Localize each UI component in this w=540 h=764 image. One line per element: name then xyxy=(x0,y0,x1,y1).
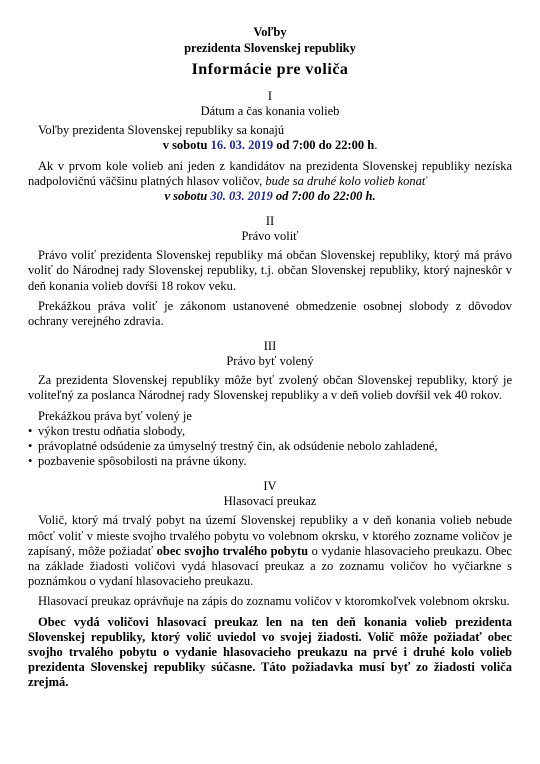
section-3-title: Právo byť volený xyxy=(226,354,314,369)
bullet-icon: • xyxy=(28,454,33,469)
section-4-number: IV xyxy=(263,479,277,494)
second-round-prefix: v sobotu xyxy=(164,189,211,204)
section-1-title: Dátum a čas konania volieb xyxy=(200,104,340,119)
section-1-para-2-text: Ak v prvom kole volieb ani jeden z kandidátov na prezidenta Slovenskej republiky nezíska nadpolovičnú väčšinu platných hlasov voličov, xyxy=(28,158,512,188)
section-1 xyxy=(28,89,512,204)
doc-title-line1: Voľby xyxy=(253,25,287,39)
list-item-text: pozbavenie spôsobilosti na právne úkony. xyxy=(38,454,247,469)
list-item-text: právoplatné odsúdenie za úmyselný trestný čin, ak odsúdenie nebolo zahladené, xyxy=(38,439,438,454)
list-item xyxy=(28,439,512,454)
doc-title-line2: prezidenta Slovenskej republiky xyxy=(184,41,356,55)
section-3 xyxy=(28,339,512,469)
section-1-para-2 xyxy=(28,159,512,189)
first-round-time: od 7:00 do 22:00 h xyxy=(273,138,375,153)
second-round-date: 30. 03. 2019 xyxy=(210,189,273,204)
second-round-date-line xyxy=(28,189,512,204)
section-3-number: III xyxy=(263,339,277,354)
section-1-number: I xyxy=(267,89,273,104)
first-round-date: 16. 03. 2019 xyxy=(210,138,274,153)
section-1-para-2-italic: bude sa druhé kolo volieb konať xyxy=(265,173,427,188)
bullet-icon: • xyxy=(28,423,33,438)
bullet-icon: • xyxy=(28,439,33,454)
second-round-end: . xyxy=(372,189,376,204)
doc-main-heading: Informácie pre voliča xyxy=(191,61,349,78)
section-4-para-1-c: o vydanie hlasovacieho preukazu. Obec na základe žiadosti voličovi vydá hlasovací preukaz a zo zoznamu voličov ho vyčiarkne s poznámkou o vydaní hlasovacieho preukazu. xyxy=(28,543,512,589)
list-item-text: výkon trestu odňatia slobody, xyxy=(38,423,186,438)
section-2 xyxy=(28,214,512,329)
second-round-time: od 7:00 do 22:00 h xyxy=(272,189,373,204)
section-4-para-1-bold: obec svojho trvalého pobytu xyxy=(156,543,309,558)
section-4-para-3: Obec vydá voličovi hlasovací preukaz len na ten deň konania volieb prezidenta Slovenskej republiky, ktorý volič uviedol vo svojej žiadosti. Volič môže požiadať obec svojho trvalého pobytu o vydanie hlasovacieho preukazu na prvé i druhé kolo volieb prezidenta Slovenskej republiky súčasne. Táto požiadavka musí byť zo žiadosti voliča zrejmá. xyxy=(28,614,512,690)
first-round-end: . xyxy=(374,138,378,153)
section-2-para-1: Právo voliť prezidenta Slovenskej republiky má občan Slovenskej republiky, ktorý má právo voliť do Národnej rady Slovenskej republiky, t.j. občan Slovenskej republiky, ktorý najneskôr v deň konania volieb dovŕši 18 rokov veku. xyxy=(28,248,512,293)
list-item xyxy=(28,424,512,439)
section-4-para-2: Hlasovací preukaz oprávňuje na zápis do zoznamu voličov v ktoromkoľvek volebnom okrsku. xyxy=(38,594,510,609)
ineligibility-list xyxy=(28,424,512,470)
section-4 xyxy=(28,479,512,690)
first-round-prefix: v sobotu xyxy=(162,138,211,153)
section-4-para-1 xyxy=(28,513,512,589)
section-3-para-2: Prekážkou práva byť volený je xyxy=(38,408,192,423)
list-item xyxy=(28,454,512,469)
section-2-para-2: Prekážkou práva voliť je zákonom ustanovené obmedzenie osobnej slobody z dôvodov ochrany verejného zdravia. xyxy=(28,298,512,329)
section-4-para-1-a: Volič, ktorý má trvalý pobyt na území Slovenskej republiky a v deň konania volieb nebude môcť voliť v mieste svojho trvalého pobytu vo volebnom okrsku, v ktorého zozname voličov je zapísaný, môže požiadať xyxy=(28,513,512,558)
section-1-para-1: Voľby prezidenta Slovenskej republiky sa konajú xyxy=(38,123,285,138)
first-round-date-line xyxy=(28,138,512,153)
section-2-number: II xyxy=(265,214,275,229)
section-3-para-1: Za prezidenta Slovenskej republiky môže byť zvolený občan Slovenskej republiky, ktorý je voliteľný za poslanca Národnej rady Slovenskej republiky a v deň volieb dovŕšil vek 40 rokov. xyxy=(28,373,512,403)
section-4-title: Hlasovací preukaz xyxy=(223,494,317,509)
section-2-title: Právo voliť xyxy=(241,229,299,244)
